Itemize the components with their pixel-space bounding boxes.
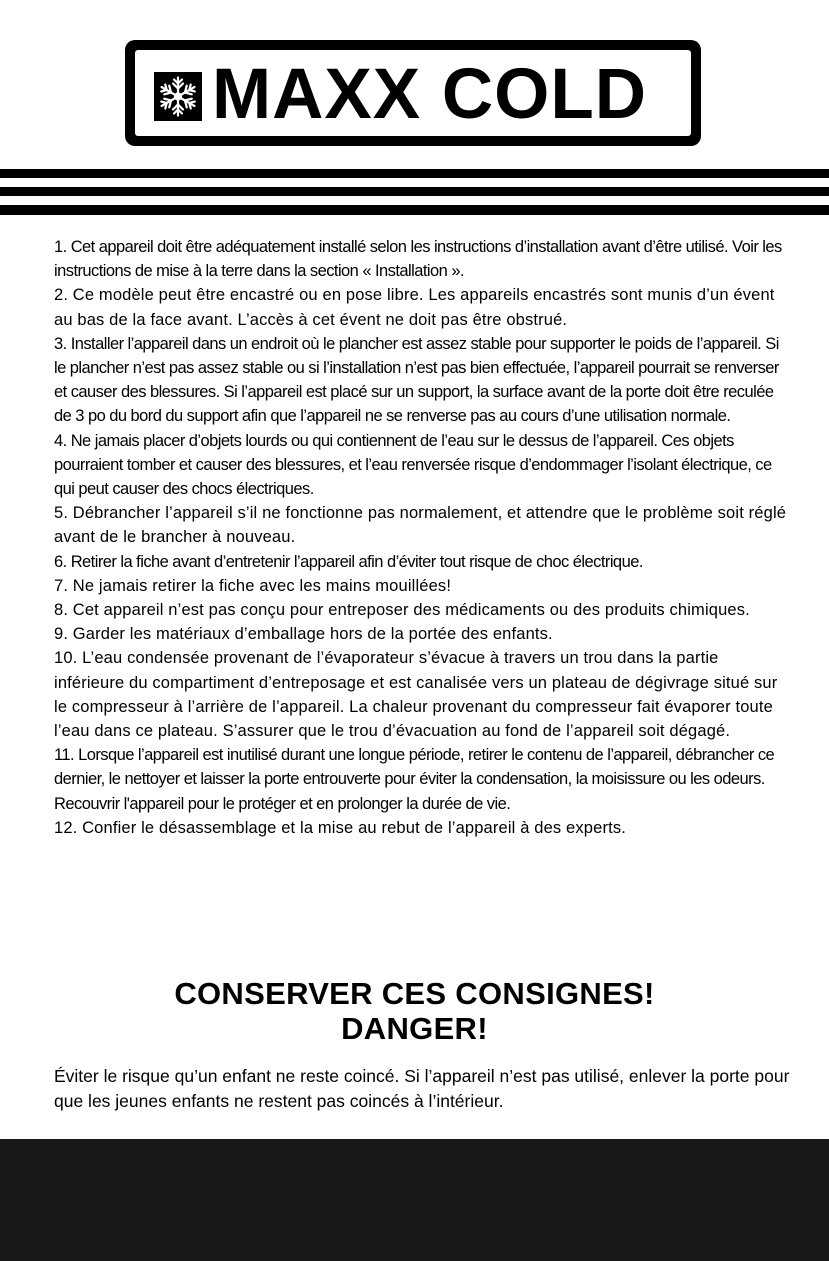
danger-heading: DANGER! [341, 1011, 488, 1046]
brand-name: MAXX COLD [212, 55, 647, 134]
instruction-item-10: 10. L’eau condensée provenant de l’évaporateur s’évacue à travers un trou dans la partie inférieure du compartiment d’entreposage et est canalisée vers un plateau de dégivrage situé sur le compresseur à l’arrière de l’appareil. La chaleur provenant du compresseur fait évaporer toute l’eau dans ce plateau. S’assurer que le trou d’évacuation au fond de l’appareil soit dégagé. [54, 649, 778, 741]
conserve-heading: CONSERVER CES CONSIGNES! [174, 976, 655, 1011]
divider-line-3 [0, 205, 829, 215]
instruction-item-12: 12. Confier le désassemblage et la mise au rebut de l’appareil à des experts. [54, 818, 626, 837]
logo-frame [135, 50, 691, 136]
instruction-item-1: 1. Cet appareil doit être adéquatement installé selon les instructions d’installation avant d’être utilisé. Voir les instructions de mise à la terre dans la section « Installation ». [54, 238, 782, 281]
instruction-item-2: 2. Ce modèle peut être encastré ou en pose libre. Les appareils encastrés sont munis d’un évent au bas de la face avant. L’accès à cet évent ne doit pas être obstrué. [54, 286, 775, 329]
instruction-item-11: 11. Lorsque l’appareil est inutilisé durant une longue période, retirer le contenu de l’appareil, débrancher ce dernier, le nettoyer et laisser la porte entrouverte pour éviter la condensation, la moisissure ou les odeurs. Recouvrir l'appareil pour le protéger et en prolonger la durée de vie. [54, 746, 775, 813]
divider-line-2 [0, 187, 829, 196]
safety-instructions-list [54, 235, 789, 840]
brand-logo [125, 40, 701, 146]
snowflake-icon [154, 72, 202, 121]
instruction-item-8: 8. Cet appareil n’est pas conçu pour entreposer des médicaments ou des produits chimiques. [54, 601, 750, 620]
instruction-item-9: 9. Garder les matériaux d’emballage hors de la portée des enfants. [54, 625, 553, 644]
danger-warning-text: Éviter le risque qu’un enfant ne reste coincé. Si l’appareil n’est pas utilisé, enlever la porte pour que les jeunes enfants ne restent pas coincés à l’intérieur. [54, 1066, 790, 1111]
divider-line-1 [0, 169, 829, 178]
instruction-item-6: 6. Retirer la fiche avant d’entretenir l’appareil afin d’éviter tout risque de choc électrique. [54, 552, 643, 571]
instruction-item-4: 4. Ne jamais placer d’objets lourds ou qui contiennent de l’eau sur le dessus de l’appareil. Ces objets pourraient tomber et causer des blessures, et l’eau renversée risque d’endommager l’isolant électrique, ce qui peut causer des chocs électriques. [54, 431, 772, 499]
instruction-item-7: 7. Ne jamais retirer la fiche avec les mains mouillées! [54, 576, 452, 595]
footer-band [0, 1139, 829, 1261]
instruction-item-3: 3. Installer l’appareil dans un endroit où le plancher est assez stable pour supporter le poids de l’appareil. Si le plancher n’est pas assez stable ou si l’installation n’est pas bien effectuée, l’appareil pourrait se renverser et causer des blessures. Si l’appareil est placé sur un support, la surface avant de la porte doit être reculée de 3 po du bord du support afin que l’appareil ne se renverse pas au cours d’une utilisation normale. [54, 334, 779, 426]
instruction-item-5: 5. Débrancher l’appareil s’il ne fonctionne pas normalement, et attendre que le problème soit réglé avant de le brancher à nouveau. [54, 504, 787, 547]
